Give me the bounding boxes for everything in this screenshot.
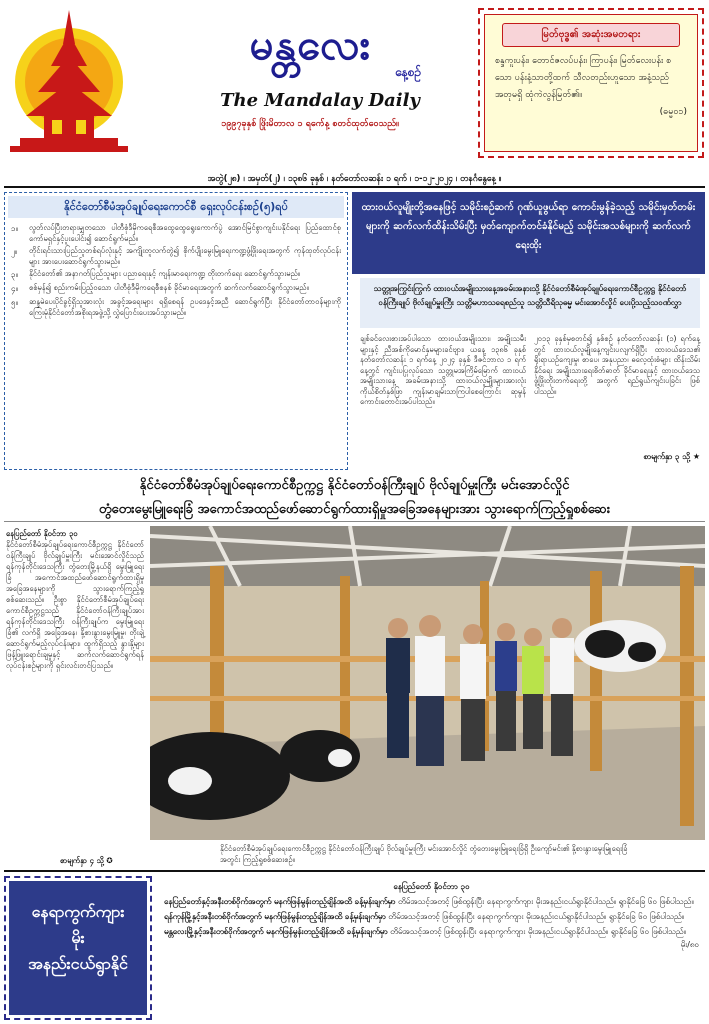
objective-number: ၃။ <box>11 270 18 279</box>
objective-number: ၄။ <box>11 284 18 293</box>
weather-box-title-2: မိုး <box>71 928 85 947</box>
teaching-text: စန္ဒကူးပန်း၊ တောင်ဇလပ်ပန်း၊ ကြာပန်း၊ မြတ်လေးပန်း စသော ပန်းနံ့သာတို့ထက် သီလတည်းဟူသော အနံ့သည် အတုမရှိ ထုံကဲလွန်မြတ်၏။ <box>495 56 672 100</box>
weather-box <box>4 876 152 1020</box>
main-story-body: နိုင်ငံတော်စီမံအုပ်ချုပ်ရေးကောင်စီဥက္ကဋ္ဌ နိုင်ငံတော်ဝန်ကြီးချုပ် ဗိုလ်ချုပ်မှူးကြီး မင်းအောင်လှိုင်သည် ရန်ကုန်တိုင်းဒေသကြီး တွံတေးမြို့နယ်ရှိ မွေးမြူရေးခြံ အကောင်အထည်ဖော်ဆောင်ရွက်ထားရှိမှု အခြေအနေများကို သွားရောက်ကြည့်ရှုစစ်ဆေးသည်။ ဦးစွာ နိုင်ငံတော်စီမံအုပ်ချုပ်ရေးကောင်စီဥက္ကဋ္ဌသည် နိုင်ငံတော်ဝန်ကြီးချုပ်အား ရန်ကုန်တိုင်းဒေသကြီး ဝန်ကြီးချုပ်က မွေးမြူရေးခြံ၏ လက်ရှိ အခြေအနေ၊ နို့စားနွားမွေးမြူမှု၊ တိုးချဲ့ဆောင်ရွက်မည့်လုပ်ငန်းများ၊ ထွက်ရှိသည့် နွားနို့များ ဖြန့်ဖြူးရောင်းချမှုနှင့် ဆက်လက်ဆောင်ရွက်ရန် လုပ်ငန်းစဉ်များကို ရှင်းလင်းတင်ပြသည်။ <box>6 540 144 670</box>
objectives-list <box>5 221 347 322</box>
weather-row-location: ရန်ကုန်မြို့နှင့်အနီးတစ်ဝိုက်အတွက် မနက်ဖြန်မွန်းတည့်ချိန်အထိ ခန့်မှန်းချက်မှာ <box>164 912 386 921</box>
weather-dateline: နေပြည်တော် နိုဝင်ဘာ ၃၀ <box>393 882 470 891</box>
objective-item <box>11 269 341 281</box>
masthead-title: မန္တလေး <box>249 20 371 69</box>
main-story-dateline: နေပြည်တော် နိုဝင်ဘာ ၃၀ <box>6 529 78 538</box>
main-headline-line-2: တွံတေးမွေးမြူရေးခြံ အကောင်အထည်ဖော်ဆောင်ရွက်ထားရှိမှုအခြေအနေများအား သွားရောက်ကြည့်ရှုစစ်ဆေး <box>4 498 705 522</box>
objective-number: ၁။ <box>11 224 18 233</box>
pagoda-logo <box>6 4 132 174</box>
objective-item <box>11 297 341 318</box>
objective-item <box>11 246 341 267</box>
weather-box-title-1: နေရာကွက်ကျား <box>31 902 125 921</box>
buddha-teaching-box <box>478 8 704 158</box>
objective-number: ၂။ <box>11 247 18 256</box>
weather-row-text: တိမ်အသင့်အတင့် ဖြစ်ထွန်းပြီး နေရာကွက်ကျား မိုးအနည်းငယ်ရွာနိုင်ပါသည်။ ရွာနိုင်ခြေ ၆၀ ဖြစ်ပါသည်။ <box>385 912 685 921</box>
weather-forecast <box>158 876 705 1020</box>
objective-number: ၅။ <box>11 298 18 307</box>
issue-dateline: အတွဲ(၂၈) ၊ အမှတ်(၂) ၊ ၁၃၈၆ ခုနှစ် ၊ နတ်တော်လဆန်း ၁ ရက် ၊ ၁-၁၂-၂၀၂၄ ၊ တနင်္ဂနွေနေ့ ။ <box>4 174 705 188</box>
masthead-english-title: The Mandalay Daily <box>220 90 420 111</box>
main-photo <box>150 526 705 840</box>
teaching-title: မြတ်ဗုဒ္ဓ၏ အဆုံးအမတရား <box>502 23 680 47</box>
weather-row-location: မန္တလေးမြို့နှင့်အနီးတစ်ဝိုက်အတွက် မနက်ဖြန်မွန်းတည့်ချိန်အထိ ခန့်မှန်းချက်မှာ <box>164 927 388 936</box>
weather-row <box>164 925 699 938</box>
photo-caption: နိုင်ငံတော်စီမံအုပ်ချုပ်ရေးကောင်စီဥက္ကဋ္ဌ နိုင်ငံတော်ဝန်ကြီးချုပ် ဗိုလ်ချုပ်မှူးကြီး မင်းအောင်လှိုင် တွံတေးမွေးမြူရေးခြံရှိ ဦးကျော်မင်း၏ နို့စားနွားမွေးမြူရေးခြံ အတွင်း ကြည့်ရှုစစ်ဆေးစဉ်။ <box>220 844 628 864</box>
feature-column-2: ၂၀၁၃ ခုနှစ်မှစတင်၍ နှစ်စဉ် နတ်တော်လဆန်း (၁) ရက်နေ့တွင် ထားဝယ်လူမျိုးနေ့ကျင်းပလျက်ရှိပြီး ထားဝယ်ဒေသ၏ ရိုးရာယဉ်ကျေးမှု၊ စာပေ၊ အနုပညာ၊ ဓလေ့ထုံးစံများ ထိန်းသိမ်းနိုင်ရေး အမျိုးသားရေးစိတ်ဓာတ် ခိုင်မာရေးနှင့် ထားဝယ်ဒေသ ဖွံ့ဖြိုးတိုးတက်ရေးတို့ အတွက် ရည်ရွယ်ကျင်းပခြင်း ဖြစ်ပါသည်။ <box>534 334 700 396</box>
main-story-column <box>6 528 144 868</box>
objective-text: နိုင်ငံတော်၏ အနာဂတ်ပြည်သူများ ပညာရေးနှင့် ကျန်းမာရေးကဏ္ဍ တိုးတက်ရေး ဆောင်ရွက်သွားမည်။ <box>29 269 301 278</box>
section-divider <box>4 870 705 872</box>
weather-row-location: နေပြည်တော်နှင့်အနီးတစ်ဝိုက်အတွက် မနက်ဖြန်မွန်းတည့်ချိန်အထိ ခန့်မှန်းချက်မှာ <box>164 897 396 906</box>
main-story-continued: စာမျက်နှာ ၄ သို့ ✪ <box>60 856 113 865</box>
weather-row-text: တိမ်အသင့်အတင့် ဖြစ်ထွန်းပြီး နေရာကွက်ကျား မိုးအနည်းငယ်ရွာနိုင်ပါသည်။ ရွာနိုင်ခြေ ၆၀ ဖြစ်ပါသည်။ <box>387 927 686 936</box>
masthead-subtitle: နေ့စဉ် <box>395 65 422 79</box>
feature-continued: စာမျက်နှာ ၃ သို့ ★ <box>643 452 700 461</box>
masthead-slogan: ၁၉၉၇ခုနှစ် ဖြိုးမိတာလ ၁ ရက်ေန့ စတင်ထုတ်ဝေသည်။ <box>221 119 399 129</box>
main-headline-line-1: နိုင်ငံတော်စီမံအုပ်ချုပ်ရေးကောင်စီဥက္ကဋ္ဌ နိုင်ငံတော်ဝန်ကြီးချုပ် ဗိုလ်ချုပ်မှူးကြီး မင်းအောင်လှိုင် <box>139 478 570 493</box>
objectives-heading: နိုင်ငံတော်စီမံအုပ်ချုပ်ရေးကောင်စီ ရှေးလုပ်ငန်းစဉ်(၅)ရပ် <box>8 196 344 218</box>
objectives-box <box>4 192 348 470</box>
weather-row <box>164 910 699 923</box>
objective-item <box>11 223 341 244</box>
feature-column-1: ချစ်ခင်လေးစားအပ်ပါသော ထားဝယ်အမျိုးသား၊ အမျိုးသမီးများနှင့် ညီအစ်ကိုမောင်နှမများခင်ဗျား၊ ယနေ့ ၁၃၈၆ ခုနှစ် နတ်တော်လဆန်း ၁ ရက်နေ့ ၂၀၂၄ ခုနှစ် ဒီဇင်ဘာလ ၁ ရက်နေ့တွင် ကျင်းပပြုလုပ်သော သတ္တုမအကြိမ်မြောက် ထားဝယ်အမျိုးသားနေ့ အခမ်းအနားသို့ ထားဝယ်လူမျိုးများအားလုံး ကိုယ်စိတ်နှစ်ဖြာ ကျန်းမာချမ်းသာကြပါစေကြောင်း ဆုမွန်ကောင်းတောင်းအပ်ပါသည်။ <box>360 334 526 406</box>
objective-text: တိုင်းရင်းသားပြည်သူတစ်ရပ်လုံးနှင့် အကျိုးတူလက်တွဲ၍ စိုက်ပျိုးမွေးမြူရေးကဏ္ဍဖွံ့ဖြိုးရေးအတွက် ကုန်ထုတ်လုပ်ငန်းများ အားပေးဆောင်ရွက်သွားမည်။ <box>29 246 341 266</box>
teaching-ref: (ဓမ္မ၀၁) <box>659 107 687 117</box>
objective-item <box>11 283 341 295</box>
feature-headline: ထားဝယ်လူမျိုးတို့အနေဖြင့် သမိုင်းစဉ်ဆက် ဂုဏ်ယူဖွယ်ရာ ကောင်းမွန်ခဲ့သည့် သမိုင်းမှတ်တမ်းများကို ဆက်လက်ထိန်းသိမ်းပြီး မှတ်ကျောက်တင်ခံနိုင်မည့် သမိုင်းအသစ်များကို ဆက်လက်ရေးထိုး <box>352 192 705 274</box>
weather-footer: မိုး/၈၀ <box>680 940 699 949</box>
weather-row-text: တိမ်အသင့်အတင့် ဖြစ်ထွန်းပြီး နေရာကွက်ကျား မိုးအနည်းငယ်ရွာနိုင်ပါသည်။ ရွာနိုင်ခြေ ၆၀ ဖြစ်ပါသည်။ <box>395 897 694 906</box>
weather-row <box>164 895 699 908</box>
weather-box-title-3: အနည်းငယ်ရွာနိုင် <box>28 954 128 973</box>
objective-text: ဆန္ဒမဲပေးပိုင်ခွင့်ရှိသူအားလုံး အခွင့်အရေးများ ရရှိစေရန် ဥပဒေနှင့်အညီ ဆောင်ရွက်ပြီး နိုင်ငံတော်တာဝန်များကို ကြေးမုံနိုင်ငံတော်အစိုးရအဖွဲ့သို့ လွှဲပြောင်းပေးအပ်သွားမည်။ <box>29 297 341 317</box>
weather-rows <box>164 895 699 938</box>
objective-text: စစ်မှန်၍ စည်းကမ်းပြည့်ဝသော ပါတီစုံဒီမိုကရေစီစနစ် ခိုင်မာရေးအတွက် ဆက်လက်ဆောင်ရွက်သွားမည်။ <box>29 283 309 292</box>
objective-text: လွတ်လပ်ပြီးတရားမျှတသော ပါတီစုံဒီမိုကရေစီအထွေထွေရွေးကောက်ပွဲ အောင်မြင်စွာကျင်းပနိုင်ရေး ပြည်ထောင်စုကော်မရှင်နှင့်ပူးပေါင်း၍ ဆောင်ရွက်မည်။ <box>29 223 341 243</box>
feature-subheading: သတ္တုအကြွင်းကြွက် ထားဝယ်အမျိုးသားနေ့အခမ်းအနားသို့ နိုင်ငံတော်စီမံအုပ်ချုပ်ရေးကောင်စီဥက္ကဋ္ဌ နိုင်ငံတော်ဝန်ကြီးချုပ် ဗိုလ်ချုပ်မှူးကြီး သတ္တိမဟာသရေစည်သူ သတ္တိသီရိသုဓမ္မ မင်းအောင်လှိုင် ပေးပို့သည့်သဝဏ်လွှာ <box>360 278 700 328</box>
